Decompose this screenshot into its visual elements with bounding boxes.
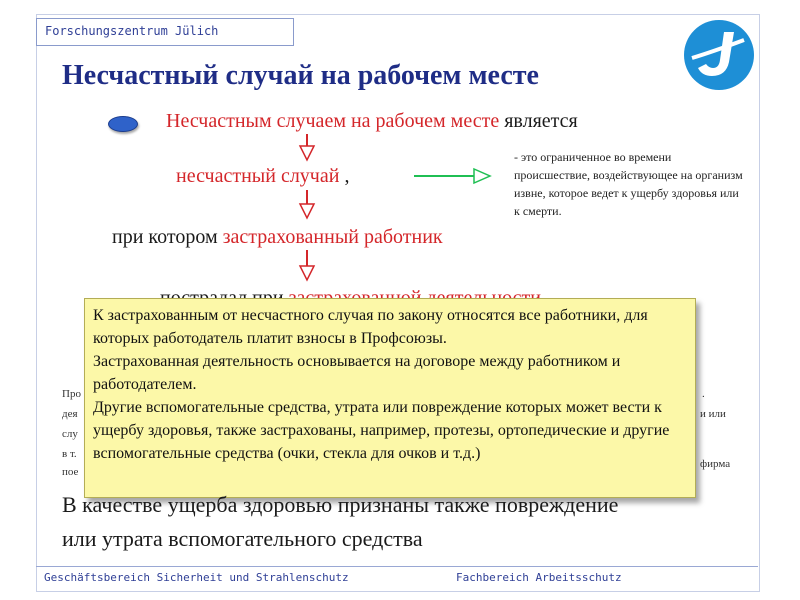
- footer-department: Geschäftsbereich Sicherheit und Strahlenschutz: [44, 571, 349, 584]
- obscured-text-right-1: .: [702, 388, 705, 400]
- right-arrow-icon: [414, 169, 490, 183]
- obscured-text-left-5: пое: [62, 466, 79, 478]
- term-text: является: [499, 110, 578, 132]
- accident-highlight: несчастный случай: [176, 165, 340, 187]
- insured-worker-highlight: застрахованный работник: [222, 226, 443, 248]
- footer-bar: [36, 566, 758, 591]
- popup-paragraph-activity: Застрахованная деятельность основывается на договоре между работником и работодателем.: [93, 353, 621, 393]
- down-arrow-1-icon: [300, 134, 314, 160]
- footer-section: Fachbereich Arbeitsschutz: [456, 571, 622, 584]
- obscured-text-left-2: дея: [62, 408, 78, 420]
- obscured-text-left-3: слу: [62, 428, 78, 440]
- popup-paragraph-aids: Другие вспомогательные средства, утрата или повреждение которых может вести к ущербу здоровья, также застрахованы, например, протезы, ортопедические и другие вспомогательные средства (очки, стекла для очков и т.д.): [93, 399, 670, 462]
- bottom-text-line-1: В качестве ущерба здоровью признаны также повреждение: [62, 492, 619, 517]
- org-name: Forschungszentrum Jülich: [45, 24, 219, 38]
- info-popup: [84, 298, 696, 498]
- obscured-text-left-1: Про: [62, 388, 81, 400]
- obscured-text-right-3: фирма: [700, 458, 731, 470]
- accident-definition-note: - это ограниченное во времени происшествие, воздействующее на организм извне, которое ведет к ущербу здоровья или к смерти.: [514, 150, 743, 218]
- bottom-text-line-2: или утрата вспомогательного средства: [62, 526, 423, 551]
- accident-comma: ,: [339, 165, 350, 187]
- down-arrow-3-icon: [300, 250, 314, 280]
- down-arrow-2-icon: [300, 190, 314, 218]
- obscured-text-left-4: в т.: [62, 448, 77, 460]
- obscured-text-right-2: и или: [700, 408, 726, 420]
- insured-worker-prefix: при котором: [112, 226, 223, 248]
- term-highlight: Несчастным случаем на рабочем месте: [166, 110, 500, 132]
- popup-paragraph-insured: К застрахованным от несчастного случая по закону относятся все работники, для которых работодатель платит взносы в Профсоюзы.: [93, 307, 648, 347]
- slide-title: Несчастный случай на рабочем месте: [62, 60, 539, 91]
